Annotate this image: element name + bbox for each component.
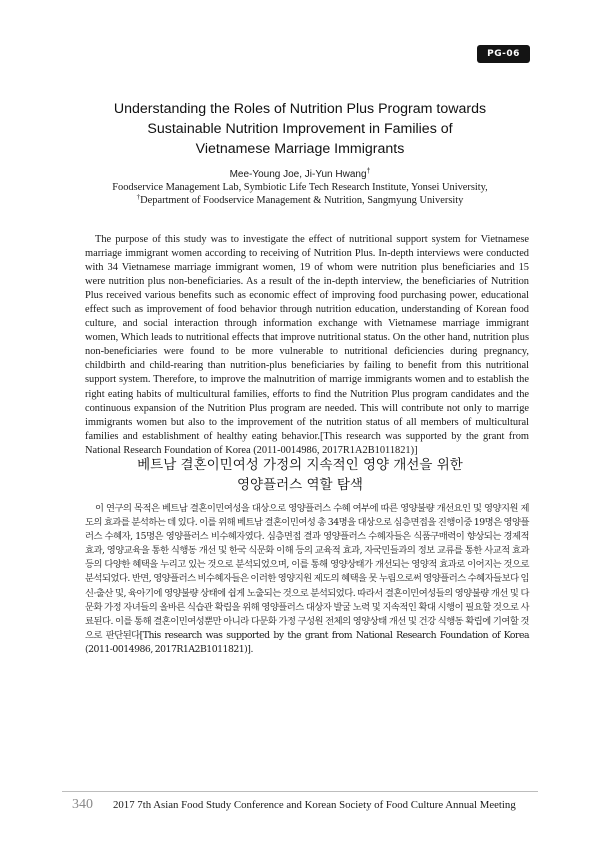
abstract-english: The purpose of this study was to investigate the effect of nutritional support system for Vietnamese marriage immigrant women according to receiving of Nutrition Plus. In-depth interviews were conducted with 34 Vietnamese marriage immigrant women, 19 of whom were nutrition plus beneficiaries and 15 were nutrition plus non-beneficiaries. As a result of the in-depth interview, the beneficiaries of Nutrition Plus received various benefits such as economic effect of improving food purchasing power, educational effect such as improvement of food behavior through nutrition education, understanding of Korean food culture, and social interaction through information exchange with Vietnamese marriage immigrant women, Which leads to nutritional effects that improve nutritional status. On the other hand, nutrition plus non-beneficiaries were found to be more vulnerable to nutritional deficiencies during pregnancy, childbirth and child-rearing than nutrition-plus beneficiaries by failing to benefit from this nutritional support system. Therefore, to improve the malnutrition of marrige immigrants women and to establish the right eating habits of multicultural families, efforts to find the Nutrition Plus program candidates and the continuous expansion of the Nutrition Plus program are needed. This will contribute not only to marrige immigrants women but also to the improvement of the nutrition status of all members of multicultural families and establishment of healthy eating behavior.[This research was supported by the grant from National Research Foundation of Korea (2011-0014986, 2017R1A2B1011821)]	[85, 234, 529, 456]
affiliation-text: Foodservice Management Lab, Symbiotic Life Tech Research Institute, Yonsei University,	[112, 182, 488, 193]
paper-title	[60, 99, 540, 159]
author-list	[60, 168, 540, 181]
title-line: Understanding the Roles of Nutrition Plus Program towards	[113, 101, 487, 117]
affiliation-text: Department of Foodservice Management & Nutrition, Sangmyung University	[140, 195, 464, 206]
program-code-badge: PG-06	[477, 45, 530, 63]
affiliation-mark: †	[136, 193, 141, 201]
footer-divider	[62, 791, 538, 792]
corresponding-mark: †	[366, 168, 371, 175]
korean-title-line: 베트남 결혼이민여성 가정의 지속적인 영양 개선을 위한	[137, 457, 463, 473]
korean-title-line: 영양플러스 역할 탐색	[237, 477, 363, 493]
conference-name: 2017 7th Asian Food Study Conference and Korean Society of Food Culture Annual Meeting	[113, 799, 516, 811]
title-line: Sustainable Nutrition Improvement in Families of	[147, 121, 453, 137]
title-line: Vietnamese Marriage Immigrants	[195, 141, 405, 157]
abstract-korean: 이 연구의 목적은 베트남 결혼이민여성을 대상으로 영양플러스 수혜 여부에 따른 영양불량 개선요인 및 영양지원 제도의 효과를 분석하는 데 있다. 이를 위해 베트남 결혼이민여성 총 34명을 대상으로 심층면접을 진행이중 19명은 영양플러스 수혜자, 15명은 영양플러스 비수혜자였다. 심층면접 결과 영양플러스 수혜자들은 식품구매력이 향상되는 경제적 효과, 영양교육을 통한 식행동 개선 및 한국 식문화 이해 등의 교육적 효과, 자국민들과의 정보 교류를 통한 사교적 효과 등의 다양한 혜택을 누리고 있는 것으로 분석되었으며, 이를 통해 영양상태가 개선되는 영양적 효과로 이어지는 것으로 분석되었다. 반면, 영양플러스 비수혜자들은 이러한 영양지원 제도의 혜택을 못 누림으로써 영양플러스 수혜자들보다 임신·출산 및, 육아기에 영양불량 상태에 쉽게 노출되는 것으로 분석되었다. 따라서 결혼이민여성들의 영양불량 개선 및 다문화 가정 자녀들의 올바른 식습관 확립을 위해 영양플러스 대상자 발굴 노력 및 지속적인 확대 시행이 필요할 것으로 사료된다. 이를 통해 결혼이민여성뿐만 아니라 다문화 가정 구성원 전체의 영양상태 개선 및 건강 식행동 확립에 기여할 것으로 판단된다[This research was supported by the grant from National Research Foundation of Korea (2011-0014986, 2017R1A2B1011821)].	[85, 503, 529, 655]
affiliation-1	[60, 181, 540, 194]
page-number: 340	[72, 797, 93, 812]
affiliation-2	[60, 194, 540, 207]
korean-title	[60, 455, 540, 495]
author-names: Mee-Young Joe, Ji-Yun Hwang	[229, 169, 367, 180]
